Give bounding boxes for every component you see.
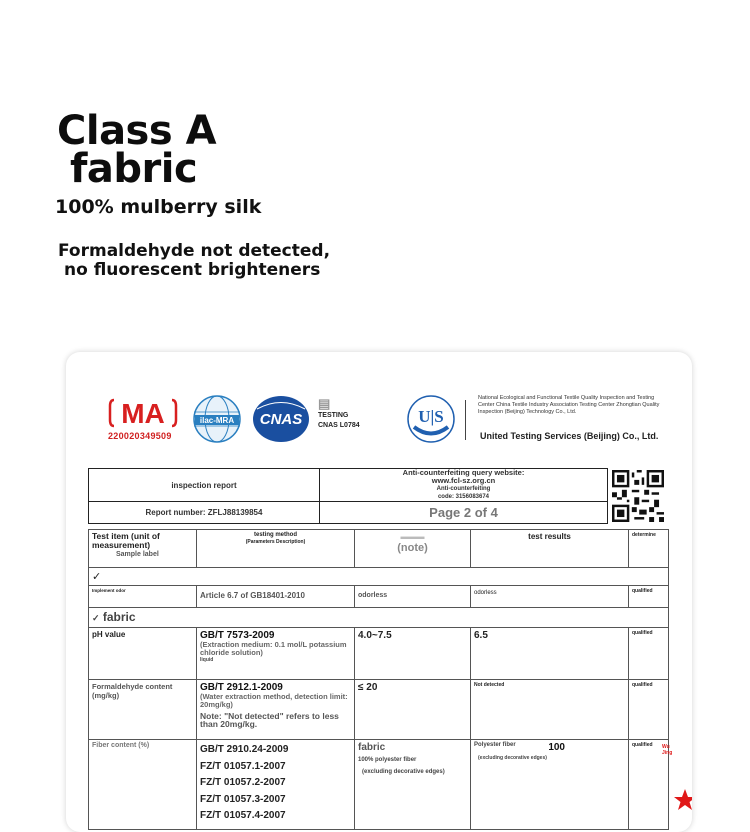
logo-divider [465,400,466,440]
ilac-mra-logo [191,394,243,444]
anti-counterfeit-label: Anti-counterfeiting query website: [402,468,525,477]
formaldehyde-method-detail: (Water extraction method, detection limit: 20mg/kg) [200,692,348,709]
hero-note-line2: no fluorescent brighteners [64,260,321,280]
hero-title-line1: Class A [57,108,217,154]
formaldehyde-note: ≤ 20 [355,680,471,740]
header-method [197,530,355,568]
hero-note-line1: Formaldehyde not detected, [58,241,331,261]
fiber-result-label: Polyester fiber [474,742,516,748]
fiber-method-3: FZ/T 01057.2-2007 [200,777,286,788]
odor-item: Implement odor [89,586,197,608]
table-row-formaldehyde [89,680,669,740]
page-indicator: Page 2 of 4 [320,502,608,524]
uts-description: National Ecological and Functional Textile Quality Inspection and Testing Center China Textile Industry Association Testing Center Zhongtian Quality Inspection (Beijing) Technology Co., Ltd. [478,395,660,415]
official-stamp-star-icon [674,788,692,812]
header-results: test results [471,530,629,568]
header-item-label: Test item (unit of measurement) [92,531,160,550]
fiber-note-cell [355,740,471,830]
testing-accreditation [318,397,360,431]
anti-counterfeit-label2: Anti-counterfeiting [436,486,491,492]
test-results-table [88,529,673,830]
fabric-section [89,608,669,628]
formaldehyde-item: Formaldehyde content (mg/kg) [89,680,197,740]
sample-check-mark: ✓ [89,568,669,586]
ph-method-detail: (Extraction medium: 0.1 mol/L potassium chloride solution) [200,640,347,657]
anti-counterfeit-site: www.fcl-sz.org.cn [431,476,496,485]
fiber-item: Fiber content (%) [89,740,197,830]
fiber-judge-text: qualified [632,742,653,748]
fabric-label: fabric [102,610,136,624]
table-row-ph [89,628,669,680]
ph-judge: qualified [629,628,669,680]
formaldehyde-judge: qualified [629,680,669,740]
ma-logo [108,396,178,430]
fabric-check-mark: ✓ [92,613,100,623]
header-method-label: testing method [254,532,297,538]
hero-subtitle: 100% mulberry silk [55,196,262,218]
uts-company-name: United Testing Services (Beijing) Co., Ltd. [480,431,659,441]
formaldehyde-method-cell [197,680,355,740]
cnas-logo [251,394,311,444]
svg-text:U|S: U|S [418,407,444,426]
header-note-label: (note) [397,542,428,554]
fiber-methods [197,740,355,830]
table-header-row [89,530,669,568]
table-row-fabric [89,608,669,628]
cnas-text: CNAS [259,411,303,428]
ph-method-detail2: liquid [200,657,214,663]
anti-counterfeit-code: code: 3156083674 [437,494,490,500]
ilac-mra-text: ilac-MRA [199,416,235,425]
header-note-blur: ▬▬▬ [400,532,425,541]
report-number: Report number: ZFLJ88139854 [89,502,320,524]
anti-counterfeit-info [320,469,608,502]
fiber-note-title: fabric [358,742,386,753]
stamp-name: Wu Jing [662,744,673,756]
table-row-fiber [89,740,669,830]
header-method-sub: (Parameters Description) [245,539,306,545]
testing-code: CNAS L0784 [318,422,360,429]
hero-note [58,242,330,280]
ph-note: 4.0~7.5 [355,628,471,680]
testing-label: TESTING [318,412,349,419]
odor-method: Article 6.7 of GB18401-2010 [197,586,355,608]
testing-mark-icon: ▤ [318,396,331,411]
header-note [355,530,471,568]
hero-title [57,108,217,192]
fiber-note-detail2: (excluding decorative edges) [362,769,445,775]
formaldehyde-method-note: Note: "Not detected" refers to less than 20mg/kg. [200,711,339,729]
ph-method-cell [197,628,355,680]
fiber-method-2: FZ/T 01057.1-2007 [200,760,286,772]
ph-result: 6.5 [471,628,629,680]
report-title: inspection report [89,469,320,502]
fiber-result-value: 100 [548,742,565,753]
fiber-note-detail: 100% polyester fiber [358,757,417,763]
fiber-result-detail: (excluding decorative edges) [478,755,547,761]
fiber-method-4: FZ/T 01057.3-2007 [200,793,286,805]
inspection-certificate [66,352,692,832]
fiber-method-5: FZ/T 01057.4-2007 [200,810,286,821]
table-row-check [89,568,669,586]
table-row-odor [89,586,669,608]
odor-note: odorless [355,586,471,608]
header-test-item [89,530,197,568]
odor-result: odorless [471,586,629,608]
formaldehyde-method: GB/T 2912.1-2009 [200,682,283,693]
fiber-method-1: GB/T 2910.24-2009 [200,744,289,755]
ph-method: GB/T 7573-2009 [200,630,275,641]
report-header-table [88,468,608,524]
qr-code-icon [612,470,664,522]
fiber-judge [629,740,673,830]
ma-logo-text: MA [121,398,165,429]
ma-number: 220020349509 [108,431,172,441]
header-sample-label: Sample label [116,551,159,558]
odor-judge: qualified [629,586,669,608]
header-determine: determine [629,530,669,568]
ph-item: pH value [89,628,197,680]
hero-title-line2: fabric [70,146,198,192]
fiber-result-cell [471,740,629,830]
uts-logo [406,394,456,444]
formaldehyde-result: Not detected [471,680,629,740]
